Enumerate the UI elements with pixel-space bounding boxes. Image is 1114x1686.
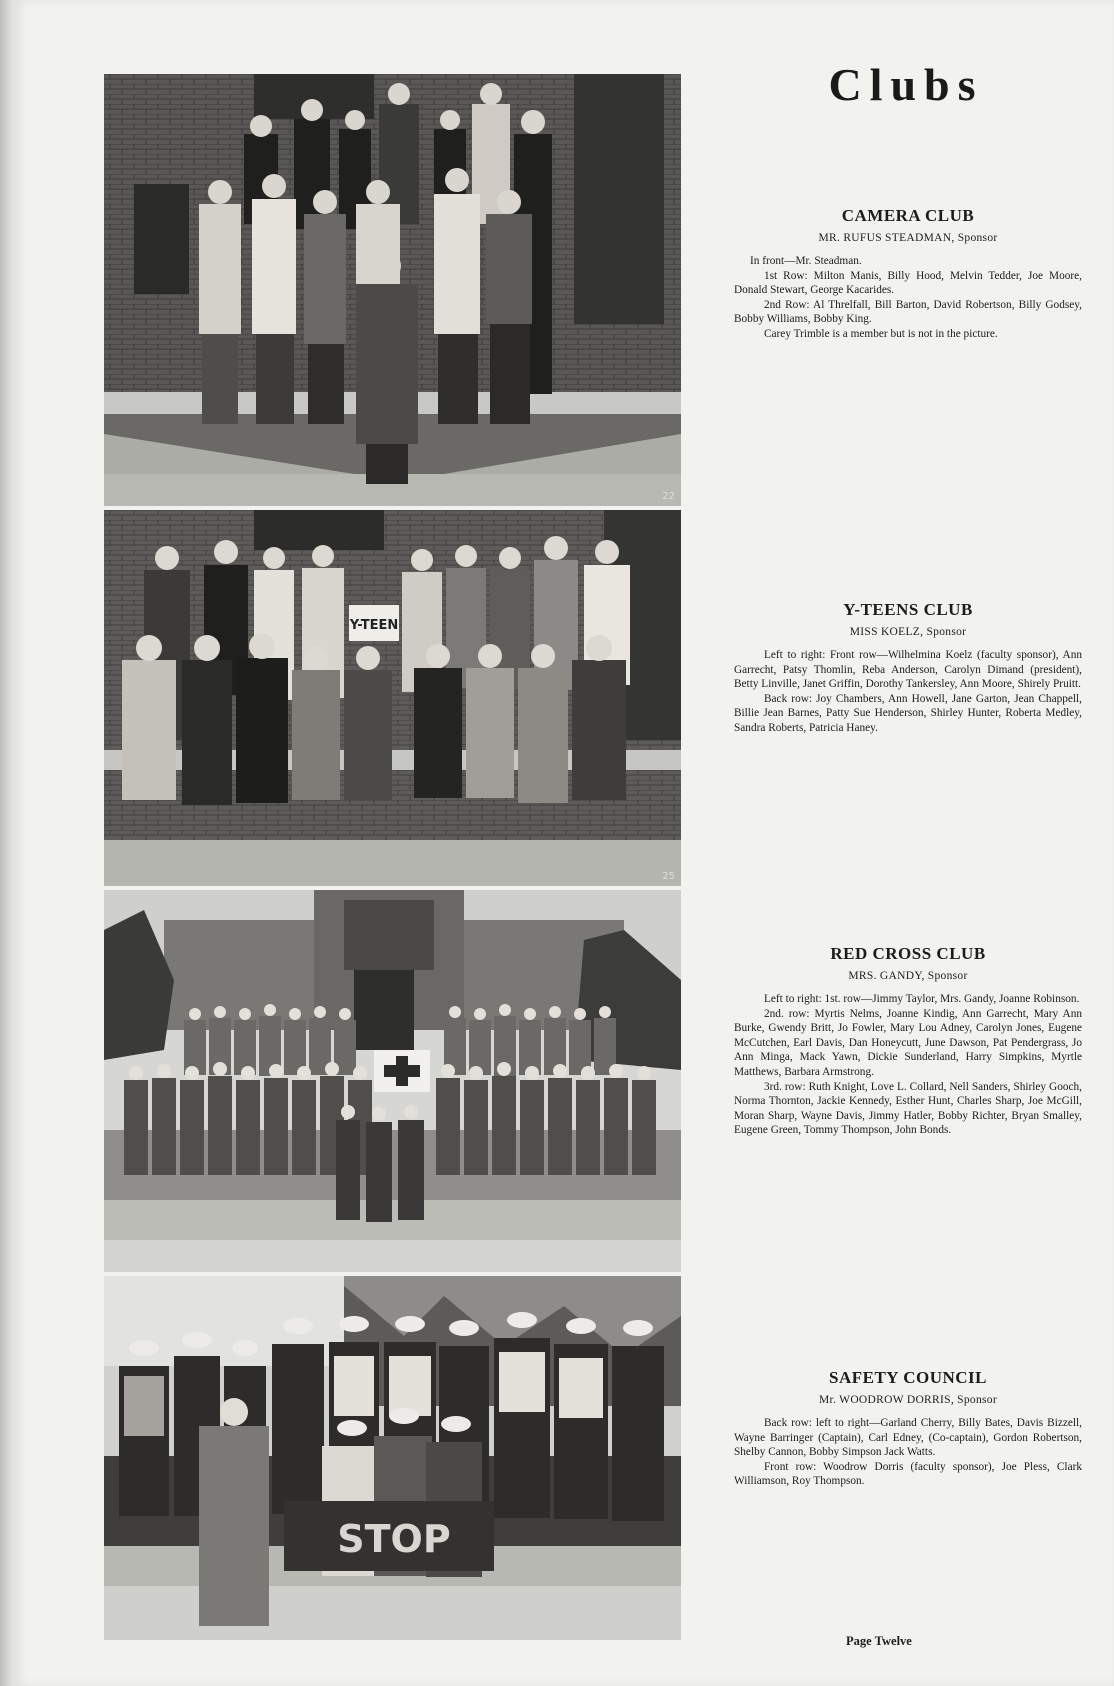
page-title: Clubs (828, 59, 984, 110)
safety-council-photo (104, 1276, 681, 1640)
club-name: RED CROSS CLUB (830, 944, 986, 963)
club-name: SAFETY COUNCIL (829, 1368, 987, 1387)
red-cross-club-section (734, 944, 1082, 1138)
club-sponsor: MRS. GANDY, Sponsor (848, 970, 968, 982)
club-member-list: Back row: Joy Chambers, Ann Howell, Jane Garton, Jean Chappell, Billie Jean Barnes, Patty Sue Henderson, Shirley Hunter, Roberta Medley, Sandra Roberts, Patricia Haney. (734, 692, 1082, 734)
y-teens-club-section (734, 600, 1082, 736)
club-member-list: Back row: left to right—Garland Cherry, Billy Bates, Davis Bizzell, Wayne Barringer (Captain), Carl Edney, (Co-captain), Gordon Robertson, Shelby Cannon, Bobby Simpson Jack Watts. (734, 1417, 1082, 1459)
club-sponsor: MISS KOELZ, Sponsor (849, 626, 967, 638)
club-sponsor: Mr. WOODROW DORRIS, Sponsor (819, 1394, 997, 1406)
club-member-list: Left to right: Front row—Wilhelmina Koelz (faculty sponsor), Ann Garrecht, Patsy Thomlin, Reba Anderson, Carolyn Dimand (president), Betty Linville, Janet Griffin, Dorothy Tankersley, Ann Moore, Shirely Pruitt. (734, 649, 1082, 691)
y-teen-sign-text: Y-TEEN (349, 618, 399, 633)
safety-council-section (734, 1368, 1082, 1489)
club-name: Y-TEENS CLUB (843, 600, 973, 619)
page-number: Page Twelve (846, 1634, 912, 1648)
club-member-list: Carey Trimble is a member but is not in the picture. (764, 327, 998, 340)
reverse-bleed (760, 500, 1060, 516)
club-member-list: In front—Mr. Steadman. (750, 255, 862, 267)
club-member-list: 3rd. row: Ruth Knight, Love L. Collard, Nell Sanders, Shirley Gooch, Norma Thornton, Jackie Kennedy, Esther Hunt, Charles Sharp, Joe McGill, Moran Sharp, Wayne Davis, Jimmy Hatler, Bobby Richter, Bryan Smalley, Eugene Green, Tommy Thompson, John Bonds. (734, 1080, 1082, 1137)
red-cross-photo (104, 890, 681, 1272)
y-teens-photo (104, 510, 681, 886)
club-member-list: Left to right: 1st. row—Jimmy Taylor, Mrs. Gandy, Joanne Robinson. (764, 993, 1080, 1005)
club-member-list: Front row: Woodrow Dorris (faculty sponsor), Joe Pless, Clark Williamson, Roy Thompson. (734, 1460, 1082, 1488)
club-name: CAMERA CLUB (841, 206, 975, 225)
club-member-list: 2nd. row: Myrtis Nelms, Joanne Kindig, Ann Garrecht, Mary Ann Burke, Gwendy Britt, Jo Fowler, Mary Lou Adney, Carolyn Jones, Eugene McCutchen, Earl Davis, Dan Honeycutt, June Dawson, Pat Pendergrass, Jo Ann Minga, Mack Yawn, Dickie Sunderland, Harry Simpkins, Myrtle Matthews, Barbara Armstrong. (734, 1007, 1082, 1078)
club-sponsor: MR. RUFUS STEADMAN, Sponsor (818, 232, 998, 244)
photo-number: 22 (662, 491, 675, 502)
club-member-list: 1st Row: Milton Manis, Billy Hood, Melvin Tedder, Joe Moore, Donald Stewart, George Kacarides. (734, 269, 1082, 297)
photo-number: 25 (662, 871, 675, 882)
camera-club-section (734, 206, 1082, 342)
club-member-list: 2nd Row: Al Threlfall, Bill Barton, David Robertson, Billy Godsey, Bobby Williams, Bobby King. (734, 298, 1082, 326)
stop-banner-text: STOP (337, 1517, 451, 1561)
camera-club-photo (104, 74, 681, 506)
page-binding-edge (0, 0, 14, 1686)
